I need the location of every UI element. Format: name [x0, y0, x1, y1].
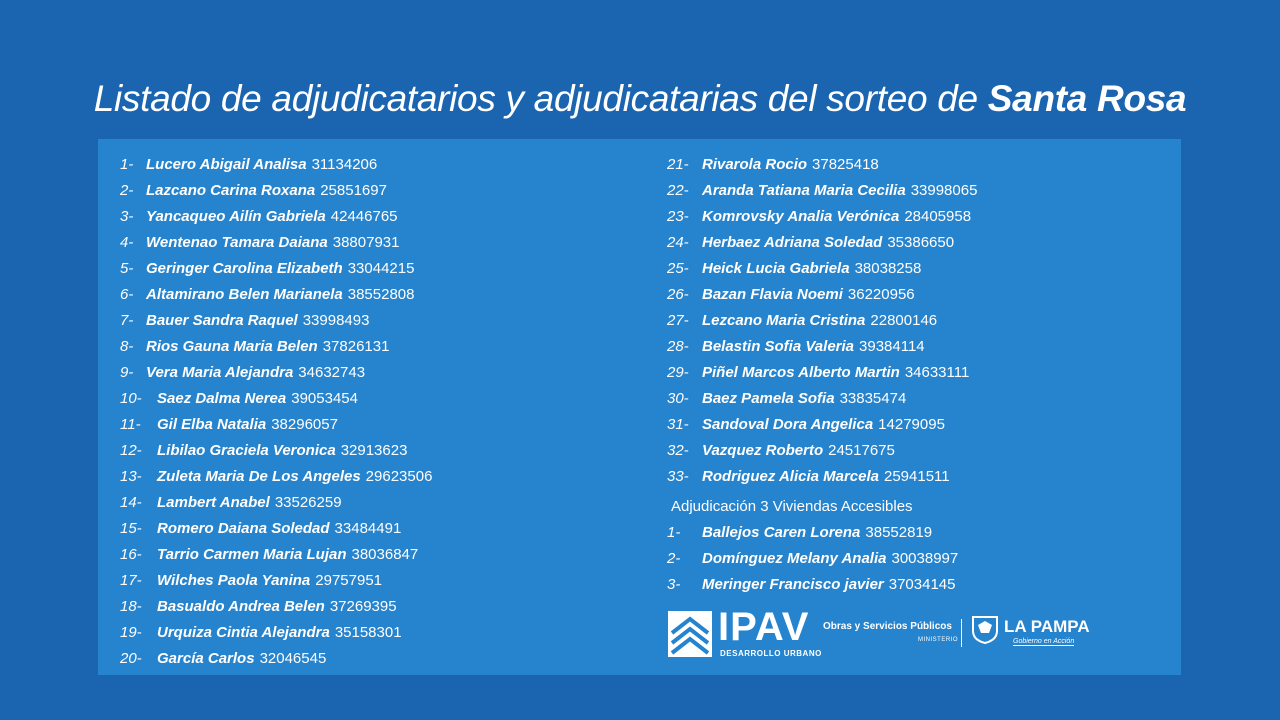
- list-item: [667, 151, 977, 177]
- left-column: [120, 151, 432, 671]
- item-number: 12-: [120, 441, 142, 459]
- item-dni: 37826131: [322, 337, 390, 355]
- item-name: Lucero Abigail Analisa: [146, 155, 307, 173]
- item-dni: 33998065: [910, 181, 978, 199]
- item-dni: 33998493: [302, 311, 370, 329]
- item-number: 8-: [120, 337, 134, 355]
- item-number: 9-: [120, 363, 134, 381]
- list-item: [120, 177, 432, 203]
- list-item: [120, 567, 432, 593]
- item-name: Meringer Francisco javier: [702, 575, 884, 593]
- item-dni: 24517675: [828, 441, 895, 459]
- item-name: Basualdo Andrea Belen: [157, 597, 325, 615]
- item-name: Bazan Flavia Noemi: [702, 285, 843, 303]
- ipav-logo-subtitle: DESARROLLO URBANO: [720, 649, 822, 658]
- item-number: 21-: [667, 155, 689, 173]
- item-dni: 42446765: [330, 207, 398, 225]
- item-dni: 37034145: [888, 575, 956, 593]
- item-dni: 37269395: [329, 597, 397, 615]
- item-number: 3-: [120, 207, 134, 225]
- item-number: 24-: [667, 233, 689, 251]
- item-dni: 39384114: [859, 337, 925, 355]
- list-item: [667, 463, 977, 489]
- list-item: [667, 545, 977, 571]
- list-item: [120, 463, 432, 489]
- item-dni: 38552808: [347, 285, 415, 303]
- list-item: [120, 619, 432, 645]
- item-number: 6-: [120, 285, 134, 303]
- item-number: 32-: [667, 441, 689, 459]
- item-dni: 34632743: [298, 363, 366, 381]
- list-item: [120, 151, 432, 177]
- item-name: Ballejos Caren Lorena: [702, 523, 861, 541]
- list-item: [667, 255, 977, 281]
- item-name: Libilao Graciela Veronica: [157, 441, 336, 459]
- item-dni: 34633111: [904, 363, 970, 381]
- la-pampa-logo-text: LA PAMPA: [1004, 617, 1090, 636]
- list-item: [120, 281, 432, 307]
- item-number: 17-: [120, 571, 142, 589]
- item-name: Heick Lucia Gabriela: [702, 259, 850, 277]
- list-item: [667, 519, 977, 545]
- ministry-name: Obras y Servicios Públicos: [823, 621, 952, 632]
- item-dni: 38552819: [865, 523, 933, 541]
- ministry-label: MINISTERIO: [918, 637, 959, 643]
- accessible-heading: Adjudicación 3 Viviendas Accesibles: [671, 497, 913, 515]
- item-number: 30-: [667, 389, 689, 407]
- list-item: [120, 411, 432, 437]
- list-item: [667, 571, 977, 597]
- item-number: 27-: [667, 311, 689, 329]
- item-dni: 38036847: [351, 545, 419, 563]
- item-dni: 14279095: [878, 415, 945, 433]
- item-number: 22-: [667, 181, 689, 199]
- la-pampa-shield-icon: [969, 613, 1001, 645]
- item-number: 18-: [120, 597, 142, 615]
- item-number: 16-: [120, 545, 142, 563]
- item-number: 11-: [120, 415, 141, 433]
- list-item: [120, 541, 432, 567]
- item-name: Wentenao Tamara Daiana: [146, 233, 328, 251]
- list-item: [667, 307, 977, 333]
- item-number: 29-: [667, 363, 689, 381]
- item-number: 25-: [667, 259, 689, 277]
- item-dni: 33484491: [334, 519, 402, 537]
- item-number: 20-: [120, 649, 142, 667]
- item-name: García Carlos: [157, 649, 255, 667]
- ipav-logo-icon: [668, 611, 712, 657]
- item-name: Baez Pamela Sofia: [702, 389, 835, 407]
- item-dni: 39053454: [291, 389, 358, 407]
- item-name: Komrovsky Analia Verónica: [702, 207, 900, 225]
- item-name: Wilches Paola Yanina: [157, 571, 311, 589]
- list-item: [667, 281, 977, 307]
- item-number: 31-: [667, 415, 689, 433]
- list-item: [120, 437, 432, 463]
- item-name: Lambert Anabel: [157, 493, 270, 511]
- list-item: [120, 359, 432, 385]
- list-item: [120, 307, 432, 333]
- item-dni: 32913623: [340, 441, 408, 459]
- item-number: 19-: [120, 623, 142, 641]
- item-name: Lazcano Carina Roxana: [146, 181, 316, 199]
- list-item: [120, 385, 432, 411]
- item-number: 7-: [120, 311, 134, 329]
- list-item: [120, 229, 432, 255]
- item-dni: 25851697: [320, 181, 387, 199]
- item-dni: 31134206: [311, 155, 378, 173]
- item-name: Vazquez Roberto: [702, 441, 824, 459]
- list-item: [667, 359, 977, 385]
- item-name: Geringer Carolina Elizabeth: [146, 259, 343, 277]
- list-item: [120, 489, 432, 515]
- item-number: 13-: [120, 467, 142, 485]
- item-name: Bauer Sandra Raquel: [146, 311, 298, 329]
- item-name: Sandoval Dora Angelica: [702, 415, 874, 433]
- item-number: 23-: [667, 207, 689, 225]
- item-dni: 35386650: [887, 233, 955, 251]
- logo-divider: [961, 619, 962, 647]
- list-item: [120, 593, 432, 619]
- page-title: [0, 78, 1280, 120]
- item-dni: 33526259: [274, 493, 342, 511]
- item-number: 1-: [667, 523, 681, 541]
- item-number: 33-: [667, 467, 689, 485]
- item-name: Romero Daiana Soledad: [157, 519, 330, 537]
- item-dni: 32046545: [259, 649, 327, 667]
- list-panel: [98, 139, 1181, 675]
- item-name: Piñel Marcos Alberto Martin: [702, 363, 900, 381]
- item-name: Lezcano Maria Cristina: [702, 311, 866, 329]
- item-name: Gil Elba Natalia: [157, 415, 267, 433]
- list-item: [120, 203, 432, 229]
- item-name: Aranda Tatiana Maria Cecilia: [702, 181, 906, 199]
- item-number: 2-: [667, 549, 681, 567]
- item-dni: 37825418: [812, 155, 879, 173]
- item-number: 5-: [120, 259, 134, 277]
- item-number: 14-: [120, 493, 142, 511]
- list-item: [120, 255, 432, 281]
- item-name: Rios Gauna Maria Belen: [146, 337, 318, 355]
- ipav-logo-text: IPAV: [718, 605, 810, 649]
- item-dni: 30038997: [891, 549, 959, 567]
- right-column: [667, 151, 977, 597]
- item-dni: 28405958: [904, 207, 972, 225]
- list-item: [667, 411, 977, 437]
- item-dni: 38038258: [854, 259, 922, 277]
- item-dni: 38807931: [332, 233, 400, 251]
- item-number: 4-: [120, 233, 134, 251]
- item-dni: 22800146: [870, 311, 938, 329]
- item-name: Domínguez Melany Analia: [702, 549, 887, 567]
- item-dni: 35158301: [334, 623, 402, 641]
- item-name: Altamirano Belen Marianela: [146, 285, 343, 303]
- list-item: [120, 333, 432, 359]
- list-item: [120, 515, 432, 541]
- item-number: 28-: [667, 337, 689, 355]
- item-dni: 25941511: [884, 467, 950, 485]
- item-name: Tarrio Carmen Maria Lujan: [157, 545, 347, 563]
- item-name: Urquiza Cintia Alejandra: [157, 623, 330, 641]
- list-item: [667, 177, 977, 203]
- list-item: [120, 645, 432, 671]
- list-item: [667, 203, 977, 229]
- item-number: 10-: [120, 389, 142, 407]
- la-pampa-slogan: Gobierno en Acción: [1013, 638, 1075, 645]
- item-dni: 36220956: [847, 285, 915, 303]
- title-prefix: Listado de adjudicatarios y adjudicatarias del sorteo de: [93, 78, 988, 119]
- item-dni: 33835474: [839, 389, 907, 407]
- title-highlight: Santa Rosa: [987, 78, 1187, 119]
- item-number: 26-: [667, 285, 689, 303]
- item-name: Herbaez Adriana Soledad: [702, 233, 883, 251]
- item-name: Rodriguez Alicia Marcela: [702, 467, 879, 485]
- list-item: [667, 385, 977, 411]
- list-item: [667, 333, 977, 359]
- item-number: 2-: [120, 181, 134, 199]
- item-number: 3-: [667, 575, 681, 593]
- list-item: [667, 437, 977, 463]
- item-name: Rivarola Rocio: [702, 155, 808, 173]
- item-dni: 38296057: [271, 415, 338, 433]
- item-dni: 29757951: [315, 571, 383, 589]
- item-dni: 29623506: [365, 467, 433, 485]
- item-name: Vera Maria Alejandra: [146, 363, 294, 381]
- footer-logos: [668, 605, 1098, 663]
- item-name: Belastin Sofia Valeria: [702, 337, 855, 355]
- item-number: 1-: [120, 155, 134, 173]
- item-name: Yancaqueo Ailín Gabriela: [146, 207, 326, 225]
- item-name: Zuleta Maria De Los Angeles: [157, 467, 361, 485]
- item-number: 15-: [120, 519, 142, 537]
- item-dni: 33044215: [347, 259, 415, 277]
- list-item: [667, 229, 977, 255]
- item-name: Saez Dalma Nerea: [157, 389, 287, 407]
